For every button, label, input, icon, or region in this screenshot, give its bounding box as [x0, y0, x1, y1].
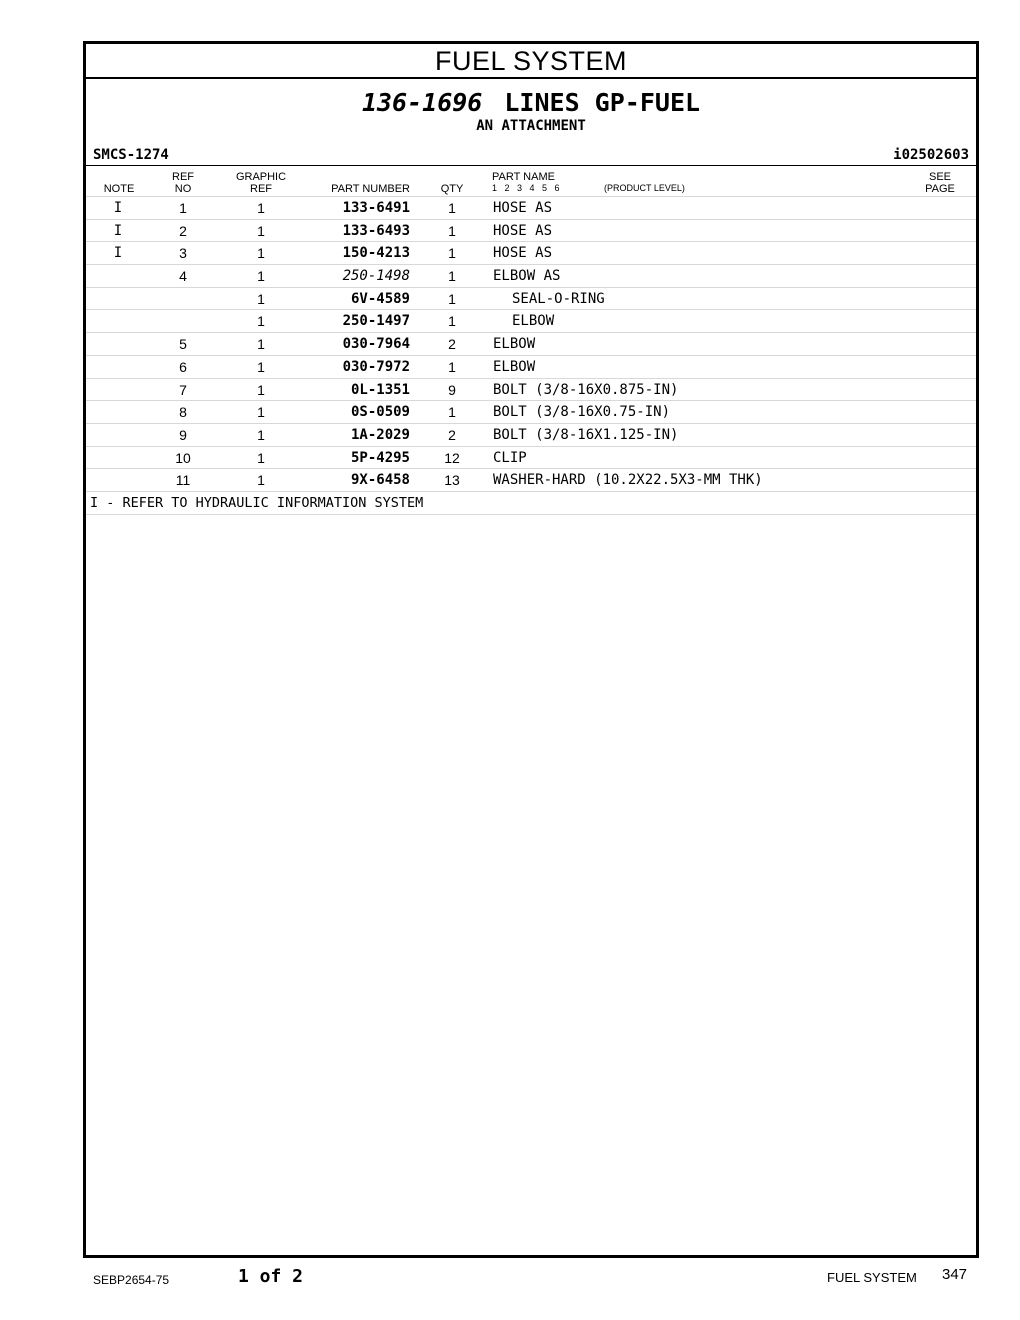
table-row: [86, 401, 976, 424]
row-part-name: HOSE AS: [493, 222, 553, 239]
row-part-number: 133-6491: [342, 200, 410, 216]
row-ref-no: 10: [175, 449, 191, 466]
row-ref-no: 7: [179, 381, 187, 398]
col-qty: QTY: [440, 183, 464, 195]
footer-section: FUEL SYSTEM: [827, 1270, 917, 1285]
row-qty: 1: [448, 268, 456, 285]
table-row: [86, 196, 976, 220]
row-part-number: 1A-2029: [350, 426, 410, 443]
col-product-levels: 1 2 3 4 5 6: [492, 183, 560, 193]
row-part-number: 0L-1351: [350, 381, 410, 398]
table-row: [86, 288, 976, 311]
row-graphic-ref: 1: [257, 245, 265, 262]
row-part-name: BOLT (3/8-16X1.125-IN): [493, 426, 679, 443]
table-row: [86, 333, 976, 356]
col-ref-bottom: NO: [174, 183, 192, 195]
page-frame: [83, 41, 979, 1258]
row-part-name: ELBOW: [493, 336, 536, 353]
col-part-name: PART NAME: [492, 171, 555, 183]
row-part-name: WASHER-HARD (10.2X22.5X3-MM THK): [493, 472, 763, 489]
row-ref-no: 3: [179, 245, 187, 262]
row-note: I: [113, 200, 123, 216]
row-ref-no: 11: [175, 472, 191, 489]
section-title: FUEL SYSTEM: [86, 44, 976, 79]
footnote: I - REFER TO HYDRAULIC INFORMATION SYSTEM: [90, 494, 424, 511]
group-subtitle: AN ATTACHMENT: [476, 118, 586, 134]
col-product-level-label: (PRODUCT LEVEL): [604, 183, 685, 193]
row-part-number: 150-4213: [342, 245, 410, 262]
table-row: [86, 265, 976, 288]
row-qty: 1: [448, 245, 456, 262]
group-title: [86, 88, 976, 118]
table-row: [86, 379, 976, 402]
row-ref-no: 6: [179, 358, 187, 375]
page-of: 1 of 2: [238, 1266, 304, 1287]
row-note: I: [113, 245, 123, 262]
row-part-number: 250-1498: [342, 268, 410, 285]
row-part-name: ELBOW: [493, 358, 536, 375]
row-part-number: 9X-6458: [350, 472, 410, 489]
row-part-number: 6V-4589: [350, 290, 410, 307]
col-graphic-ref-bottom: REF: [250, 183, 272, 195]
row-part-name: CLIP: [493, 449, 527, 466]
row-part-name: BOLT (3/8-16X0.75-IN): [493, 404, 671, 421]
table-row: [86, 356, 976, 379]
row-qty: 1: [448, 404, 456, 421]
row-graphic-ref: 1: [257, 449, 265, 466]
row-part-name: HOSE AS: [493, 200, 553, 216]
row-qty: 2: [448, 426, 456, 443]
table-row: [86, 424, 976, 447]
row-part-number: 0S-0509: [350, 404, 410, 421]
row-qty: 1: [448, 290, 456, 307]
row-ref-no: 4: [179, 268, 187, 285]
row-qty: 13: [444, 472, 460, 489]
row-graphic-ref: 1: [257, 472, 265, 489]
row-graphic-ref: 1: [257, 290, 265, 307]
row-graphic-ref: 1: [257, 200, 265, 216]
row-part-name: SEAL-O-RING: [512, 290, 605, 307]
row-qty: 12: [444, 449, 460, 466]
row-note: I: [113, 222, 123, 239]
col-graphic-ref-top: GRAPHIC: [235, 171, 287, 183]
col-ref-top: REF: [172, 171, 194, 183]
row-part-number: 030-7964: [342, 336, 410, 353]
row-part-name: ELBOW: [512, 313, 555, 330]
row-qty: 9: [448, 381, 456, 398]
table-row: [86, 242, 976, 265]
row-graphic-ref: 1: [257, 358, 265, 375]
row-qty: 1: [448, 200, 456, 216]
row-ref-no: 2: [179, 222, 187, 239]
header-rule: [86, 165, 976, 166]
group-name: LINES GP-FUEL: [504, 88, 701, 117]
row-qty: 1: [448, 358, 456, 375]
footnote-row: [86, 492, 976, 515]
row-graphic-ref: 1: [257, 268, 265, 285]
row-graphic-ref: 1: [257, 222, 265, 239]
row-part-number: 133-6493: [342, 222, 410, 239]
row-graphic-ref: 1: [257, 426, 265, 443]
table-row: [86, 447, 976, 470]
page-number: 347: [942, 1266, 968, 1283]
row-qty: 2: [448, 336, 456, 353]
table-row: [86, 469, 976, 492]
row-part-number: 250-1497: [342, 313, 410, 330]
row-graphic-ref: 1: [257, 381, 265, 398]
row-part-number: 5P-4295: [350, 449, 410, 466]
illustration-id: i02502603: [893, 147, 969, 163]
row-qty: 1: [448, 222, 456, 239]
col-note: NOTE: [103, 183, 135, 195]
group-number: 136-1696: [361, 88, 483, 117]
row-part-name: ELBOW AS: [493, 268, 561, 285]
parts-table: [86, 196, 976, 515]
row-part-name: HOSE AS: [493, 245, 553, 262]
table-row: [86, 220, 976, 243]
row-graphic-ref: 1: [257, 313, 265, 330]
row-ref-no: 8: [179, 404, 187, 421]
row-ref-no: 5: [179, 336, 187, 353]
smcs-code: SMCS-1274: [93, 147, 169, 163]
row-part-name: BOLT (3/8-16X0.875-IN): [493, 381, 679, 398]
row-ref-no: 1: [179, 200, 187, 216]
row-graphic-ref: 1: [257, 404, 265, 421]
col-see-page-bottom: PAGE: [925, 183, 955, 195]
table-row: [86, 310, 976, 333]
row-part-number: 030-7972: [342, 358, 410, 375]
row-ref-no: 9: [179, 426, 187, 443]
row-qty: 1: [448, 313, 456, 330]
col-part-number: PART NUMBER: [331, 183, 410, 195]
row-graphic-ref: 1: [257, 336, 265, 353]
doc-number: SEBP2654-75: [93, 1273, 170, 1287]
col-see-page-top: SEE: [928, 171, 951, 183]
